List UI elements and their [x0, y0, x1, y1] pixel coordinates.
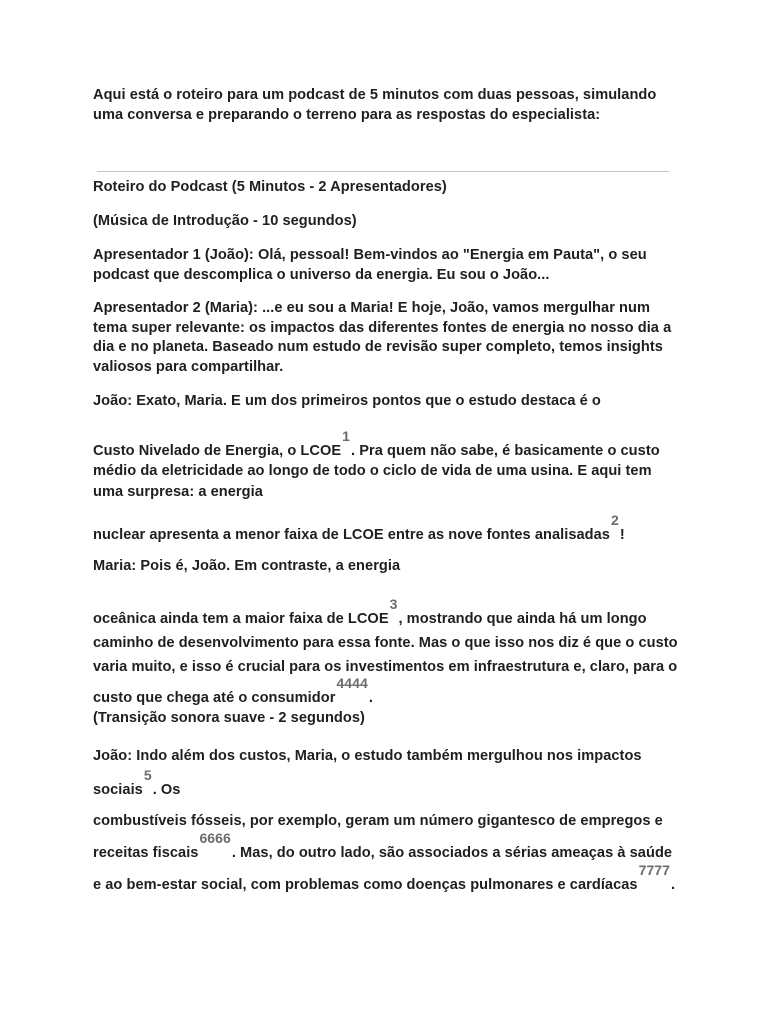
nuclear-text-a: nuclear apresenta a menor faixa de LCOE entre as nove fontes analisadas — [93, 526, 610, 543]
fossil-text-b: . Mas, do outro lado, são associados a sérias ameaças à saúde e ao bem-estar social, com problemas como doenças pulmonares e cardíacas — [93, 844, 673, 893]
fossil-text-c: . — [670, 876, 676, 893]
oceanic-paragraph — [93, 596, 683, 710]
transition-note: (Transição sonora suave - 2 segundos) — [93, 710, 365, 726]
joao-intro-paragraph: Apresentador 1 (João): Olá, pessoal! Bem-vindos ao "Energia em Pauta", o seu podcast que descomplica o universo da energia. Eu sou o João... — [93, 247, 647, 283]
nuclear-paragraph — [93, 512, 683, 545]
maria-contrast-line: Maria: Pois é, João. Em contraste, a energia — [93, 558, 401, 574]
oceanic-text-c: . — [368, 689, 373, 706]
horizontal-divider — [97, 171, 669, 172]
lcoe-paragraph — [93, 428, 683, 502]
footnote-ref-4[interactable]: 4444 — [336, 674, 368, 691]
maria-intro-paragraph: Apresentador 2 (Maria): ...e eu sou a Maria! E hoje, João, vamos mergulhar num tema super relevante: os impactos das diferentes fontes de energia no nosso dia a dia e no planeta. Baseado num estudo de revisão super completo, temos insights valiosos para compartilhar. — [93, 300, 672, 375]
footnote-ref-1[interactable]: 1 — [342, 428, 351, 444]
footnote-ref-3[interactable]: 3 — [389, 596, 398, 612]
intro-paragraph: Aqui está o roteiro para um podcast de 5 minutos com duas pessoas, simulando uma conversa e preparando o terreno para as respostas do especialista: — [93, 87, 657, 123]
social-text-b: . Os — [152, 781, 181, 798]
footnote-ref-6[interactable]: 6666 — [199, 830, 231, 846]
lcoe-text-a: Custo Nivelado de Energia, o LCOE — [93, 442, 342, 459]
lcoe-text-b: . Pra quem não sabe, é basicamente o custo médio da eletricidade ao longo de todo o ciclo de vida de uma usina. E aqui tem uma surpresa: a energia — [93, 442, 660, 500]
nuclear-text-b: ! — [619, 526, 625, 543]
joao-lcoe-line: João: Exato, Maria. E um dos primeiros pontos que o estudo destaca é o — [93, 393, 601, 409]
joao-social-paragraph — [93, 743, 683, 804]
footnote-ref-5[interactable]: 5 — [143, 767, 152, 783]
social-text-a: João: Indo além dos custos, Maria, o estudo também mergulhou nos impactos sociais — [93, 748, 642, 798]
footnote-ref-2[interactable]: 2 — [610, 512, 619, 528]
music-intro-note: (Música de Introdução - 10 segundos) — [93, 213, 357, 229]
fossil-paragraph — [93, 809, 683, 898]
footnote-ref-7[interactable]: 7777 — [638, 861, 670, 878]
oceanic-text-a: oceânica ainda tem a maior faixa de LCOE — [93, 610, 389, 627]
fossil-text-a: combustíveis fósseis, por exemplo, geram um número gigantesco de empregos e receitas fiscais — [93, 813, 663, 861]
oceanic-text-b: , mostrando que ainda há um longo caminho de desenvolvimento para essa fonte. Mas o que isso nos diz é que o custo varia muito, e isso é crucial para os investimentos em infraestrutura e, claro, para o custo que chega até o consumidor — [93, 610, 678, 706]
podcast-title: Roteiro do Podcast (5 Minutos - 2 Apresentadores) — [93, 179, 447, 195]
